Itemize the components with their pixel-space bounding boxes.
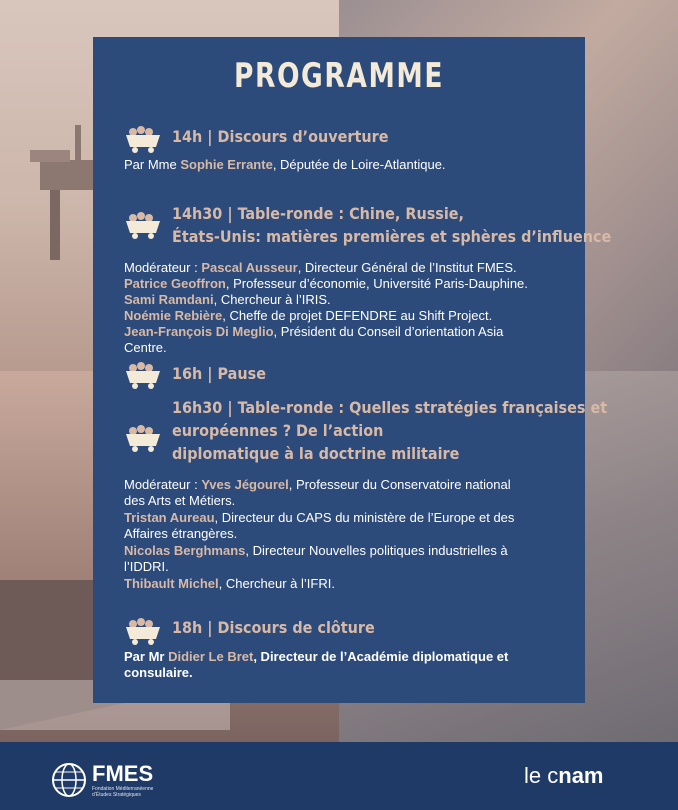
section-title-roundtable-2-line3: diplomatique à la doctrine militaire	[172, 444, 460, 463]
mine-cart-icon	[123, 210, 163, 240]
speaker-line-continued: l’IDDRI.	[124, 559, 169, 574]
mine-cart-icon	[123, 124, 163, 154]
section-title-roundtable-2: 16h30 | Table-ronde : Quelles stratégies françaises et	[172, 398, 608, 417]
fmes-logo-subtitle: Fondation Méditerranéenne d’Études Stratégiques	[92, 786, 154, 798]
speaker-line: Jean-François Di Meglio, Président du Conseil d’orientation Asia	[124, 324, 504, 339]
section-title-roundtable-2-line2: européennes ? De l’action	[172, 421, 384, 440]
page-title: PROGRAMME	[233, 56, 445, 96]
section-title-roundtable-1-line2: États-Unis: matières premières et sphères d’influence	[172, 227, 612, 246]
speaker-line-continued: des Arts et Métiers.	[124, 493, 236, 508]
speaker-line: Par Mr Didier Le Bret, Directeur de l’Académie diplomatique et	[124, 649, 509, 664]
speaker-line: Tristan Aureau, Directeur du CAPS du ministère de l’Europe et des	[124, 510, 515, 525]
mine-cart-icon	[123, 616, 163, 646]
section-title-roundtable-1: 14h30 | Table-ronde : Chine, Russie,	[172, 204, 464, 223]
speaker-line: Modérateur : Pascal Ausseur, Directeur Général de l’Institut FMES.	[124, 260, 517, 275]
speaker-line: Modérateur : Yves Jégourel, Professeur du Conservatoire national	[124, 477, 511, 492]
speaker-line-continued: Affaires étrangères.	[124, 526, 238, 541]
speaker-line: Patrice Geoffron, Professeur d’économie, Université Paris-Dauphine.	[124, 276, 528, 291]
speaker-line-continued: Centre.	[124, 340, 167, 355]
section-title-opening: 14h | Discours d’ouverture	[172, 127, 389, 146]
fmes-logo-text: FMES	[92, 761, 154, 786]
mine-cart-icon	[123, 360, 163, 390]
section-title-closing: 18h | Discours de clôture	[172, 618, 375, 637]
speaker-line: Sami Ramdani, Chercheur à l’IRIS.	[124, 292, 331, 307]
cnam-logo: le cnam	[524, 763, 604, 788]
mine-cart-icon	[123, 423, 163, 453]
speaker-line-continued: consulaire.	[124, 665, 193, 680]
speaker-line: Nicolas Berghmans, Directeur Nouvelles politiques industrielles à	[124, 543, 508, 558]
speaker-line: Thibault Michel, Chercheur à l’IFRI.	[124, 576, 335, 591]
speaker-line: Par Mme Sophie Errante, Députée de Loire-Atlantique.	[124, 157, 446, 172]
speaker-line: Noémie Rebière, Cheffe de projet DEFENDRE au Shift Project.	[124, 308, 493, 323]
globe-icon	[49, 760, 89, 800]
section-title-pause: 16h | Pause	[172, 364, 266, 383]
